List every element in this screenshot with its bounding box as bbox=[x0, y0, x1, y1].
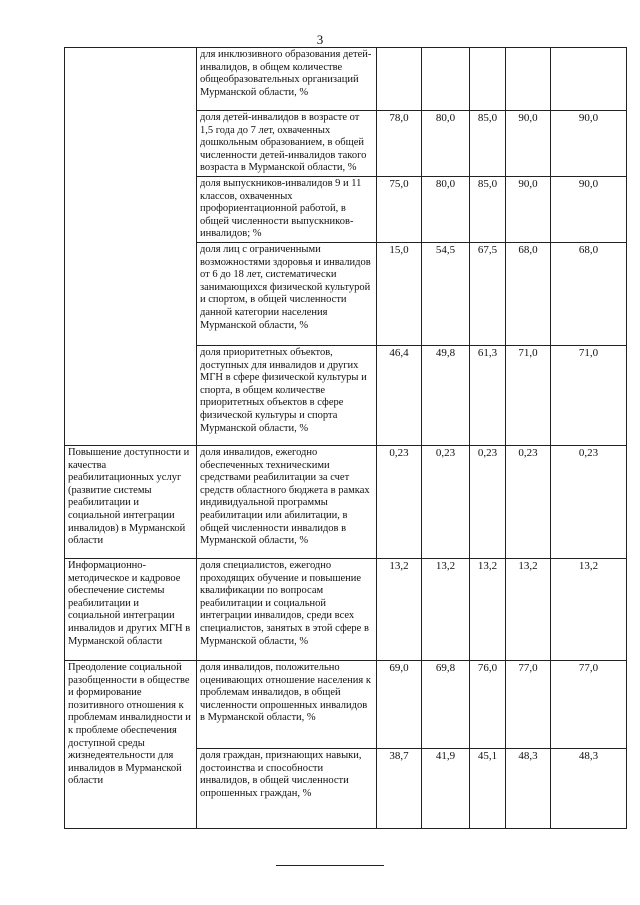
value-cell: 71,0 bbox=[551, 345, 627, 445]
indicator-cell: доля граждан, признающих навыки, достоинства и способности инвалидов, в общей численности опрошенных граждан, % bbox=[197, 748, 377, 828]
indicator-cell: доля специалистов, ежегодно проходящих обучение и повышение квалификации по вопросам реабилитации и социальной интеграции инвалидов, среди всех специалистов, занятых в этой сфере в Мурманской области, % bbox=[197, 558, 377, 660]
value-cell bbox=[506, 48, 551, 111]
value-cell bbox=[422, 48, 470, 111]
value-cell: 61,3 bbox=[470, 345, 506, 445]
value-cell: 48,3 bbox=[506, 748, 551, 828]
value-cell: 0,23 bbox=[377, 445, 422, 558]
value-cell: 85,0 bbox=[470, 176, 506, 242]
value-cell: 68,0 bbox=[506, 242, 551, 345]
value-cell: 75,0 bbox=[377, 176, 422, 242]
value-cell: 13,2 bbox=[470, 558, 506, 660]
value-cell: 13,2 bbox=[551, 558, 627, 660]
indicators-table bbox=[64, 47, 627, 829]
task-cell bbox=[65, 48, 197, 446]
value-cell: 48,3 bbox=[551, 748, 627, 828]
value-cell: 13,2 bbox=[506, 558, 551, 660]
value-cell: 46,4 bbox=[377, 345, 422, 445]
indicator-cell: доля лиц с ограниченными возможностями здоровья и инвалидов от 6 до 18 лет, систематически занимающихся физической культурой и спортом, в общей численности данной категории населения Мурманской области, % bbox=[197, 242, 377, 345]
value-cell: 38,7 bbox=[377, 748, 422, 828]
value-cell: 45,1 bbox=[470, 748, 506, 828]
value-cell: 90,0 bbox=[551, 176, 627, 242]
value-cell: 68,0 bbox=[551, 242, 627, 345]
footer-rule bbox=[276, 865, 384, 866]
value-cell: 69,0 bbox=[377, 660, 422, 748]
value-cell: 85,0 bbox=[470, 111, 506, 177]
value-cell: 71,0 bbox=[506, 345, 551, 445]
value-cell: 0,23 bbox=[422, 445, 470, 558]
indicator-cell: доля инвалидов, положительно оценивающих отношение населения к проблемам инвалидов, в общей численности опрошенных инвалидов в Мурманской области, % bbox=[197, 660, 377, 748]
table-row bbox=[65, 558, 627, 660]
table-row bbox=[65, 48, 627, 111]
value-cell bbox=[551, 48, 627, 111]
value-cell: 80,0 bbox=[422, 176, 470, 242]
value-cell: 69,8 bbox=[422, 660, 470, 748]
table-row bbox=[65, 660, 627, 748]
value-cell: 77,0 bbox=[506, 660, 551, 748]
value-cell: 80,0 bbox=[422, 111, 470, 177]
value-cell: 13,2 bbox=[422, 558, 470, 660]
value-cell: 76,0 bbox=[470, 660, 506, 748]
indicator-cell: доля приоритетных объектов, доступных для инвалидов и других МГН в сфере физической культуры и спорта, в общем количестве приоритетных объектов в сфере физической культуры и спорта Мурманской области, % bbox=[197, 345, 377, 445]
value-cell: 54,5 bbox=[422, 242, 470, 345]
table-row bbox=[65, 445, 627, 558]
value-cell: 90,0 bbox=[551, 111, 627, 177]
value-cell bbox=[377, 48, 422, 111]
value-cell: 15,0 bbox=[377, 242, 422, 345]
indicator-cell: для инклюзивного образования детей-инвалидов, в общем количестве общеобразовательных организаций Мурманской области, % bbox=[197, 48, 377, 111]
page-number: 3 bbox=[316, 32, 324, 47]
value-cell: 0,23 bbox=[506, 445, 551, 558]
value-cell: 90,0 bbox=[506, 111, 551, 177]
task-cell: Информационно-методическое и кадровое обеспечение системы реабилитации и социальной интеграции инвалидов и других МГН в Мурманской области bbox=[65, 558, 197, 660]
value-cell: 78,0 bbox=[377, 111, 422, 177]
value-cell: 13,2 bbox=[377, 558, 422, 660]
task-cell: Преодоление социальной разобщенности в обществе и формирование позитивного отношения к проблемам инвалидности и к проблеме обеспечения доступной среды жизнедеятельности для инвалидов в Мурманской области bbox=[65, 660, 197, 828]
indicator-cell: доля инвалидов, ежегодно обеспеченных техническими средствами реабилитации за счет средств областного бюджета в рамках индивидуальной программы реабилитации или абилитации, в общей численности инвалидов в Мурманской области, % bbox=[197, 445, 377, 558]
task-cell: Повышение доступности и качества реабилитационных услуг (развитие системы реабилитации и социальной интеграции инвалидов) в Мурманской области bbox=[65, 445, 197, 558]
value-cell: 67,5 bbox=[470, 242, 506, 345]
value-cell bbox=[470, 48, 506, 111]
indicator-cell: доля выпускников-инвалидов 9 и 11 классов, охваченных профориентационной работой, в общей численности выпускников-инвалидов; % bbox=[197, 176, 377, 242]
value-cell: 41,9 bbox=[422, 748, 470, 828]
value-cell: 0,23 bbox=[470, 445, 506, 558]
indicator-cell: доля детей-инвалидов в возрасте от 1,5 года до 7 лет, охваченных дошкольным образованием, в общей численности детей-инвалидов такого возраста в Мурманской области, % bbox=[197, 111, 377, 177]
value-cell: 77,0 bbox=[551, 660, 627, 748]
value-cell: 90,0 bbox=[506, 176, 551, 242]
value-cell: 49,8 bbox=[422, 345, 470, 445]
value-cell: 0,23 bbox=[551, 445, 627, 558]
